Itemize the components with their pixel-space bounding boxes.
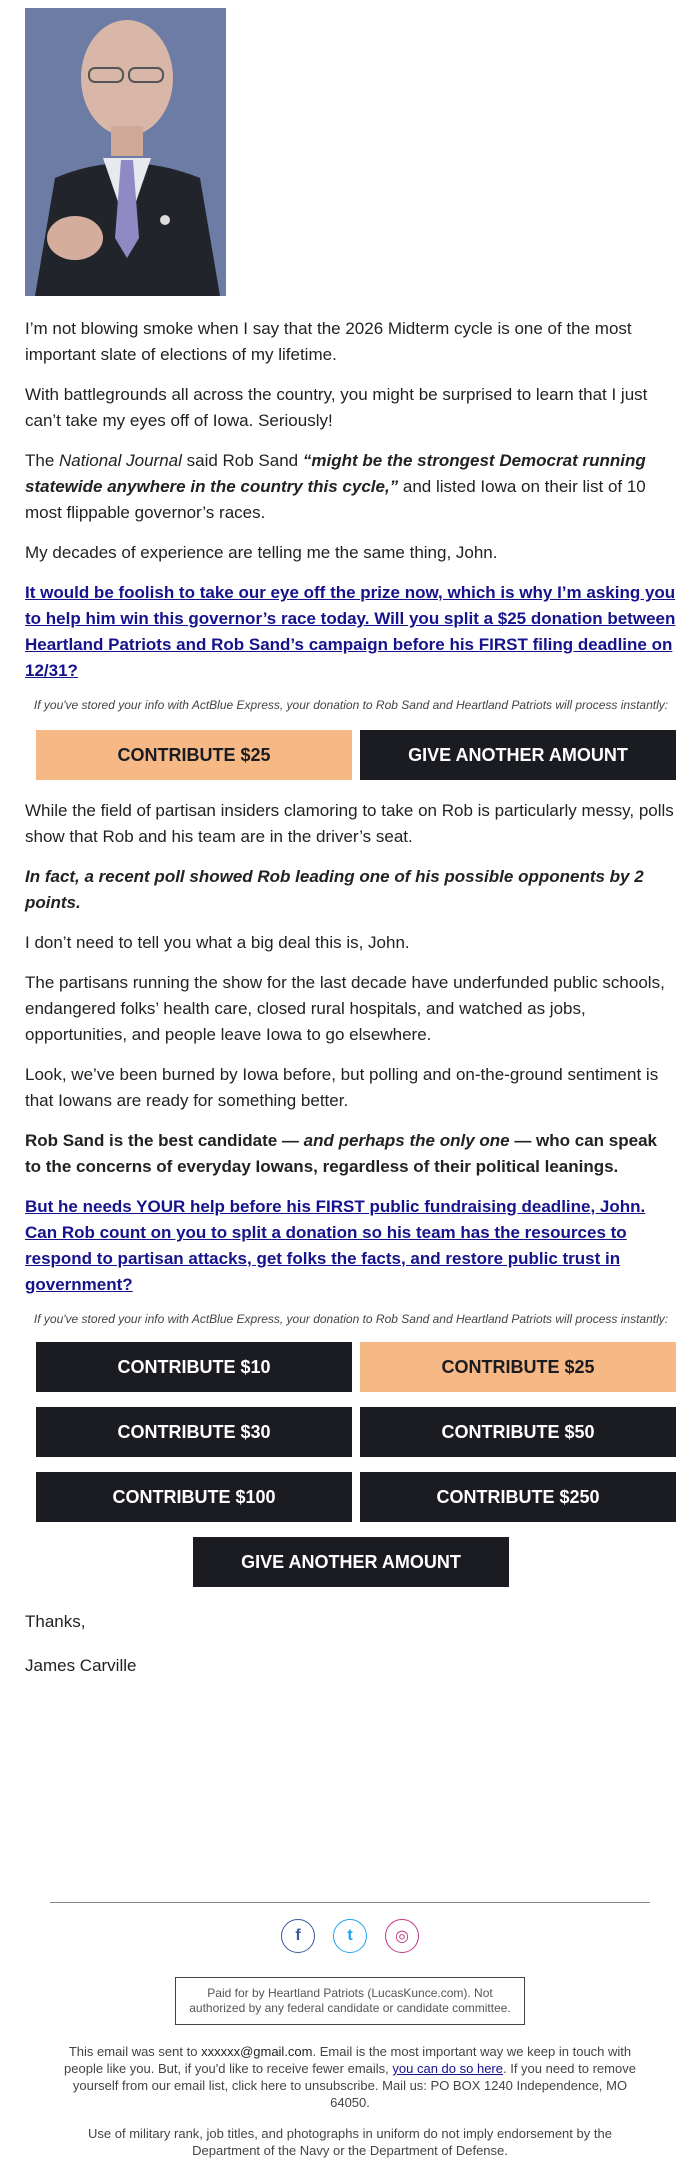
contribute-250-button[interactable]: CONTRIBUTE $250	[360, 1472, 676, 1522]
paragraph-4: My decades of experience are telling me the same thing, John.	[25, 543, 498, 562]
social-icons	[0, 1919, 700, 1953]
paragraph-8: The partisans running the show for the last decade have underfunded public schools, endangered folks’ health care, closed rural hospitals, and watched as jobs, opportunities, and people leave Iowa to go elsewhere.	[25, 973, 665, 1044]
p10-b: and perhaps the only one	[303, 1131, 510, 1150]
button-row-3	[36, 1407, 676, 1457]
paid-for-disclaimer: Paid for by Heartland Patriots (LucasKunce.com). Not authorized by any federal candidate or candidate committee.	[175, 1977, 525, 2025]
actblue-note-2: If you've stored your info with ActBlue Express, your donation to Rob Sand and Heartland Patriots will process instantly:	[33, 1312, 669, 1326]
contribute-30-button[interactable]: CONTRIBUTE $30	[36, 1407, 352, 1457]
give-another-amount-button[interactable]: GIVE ANOTHER AMOUNT	[360, 730, 676, 780]
twitter-icon[interactable]: t	[333, 1919, 367, 1953]
contribute-25-button[interactable]: CONTRIBUTE $25	[36, 730, 352, 780]
button-row-5	[25, 1537, 677, 1587]
contribute-100-button[interactable]: CONTRIBUTE $100	[36, 1472, 352, 1522]
p3-mid: said Rob Sand	[181, 451, 303, 470]
paragraph-6: In fact, a recent poll showed Rob leading one of his possible opponents by 2 points.	[25, 867, 644, 912]
button-row-2	[36, 1342, 676, 1392]
recipient-email: xxxxxx@gmail.com	[201, 2044, 313, 2059]
sender-photo	[25, 8, 226, 296]
p3-pre: The	[25, 451, 60, 470]
p3-journal: National Journal	[59, 451, 182, 470]
paragraph-9: Look, we’ve been burned by Iowa before, but polling and on-the-ground sentiment is that Iowans are ready for something better.	[25, 1065, 659, 1110]
contribute-10-button[interactable]: CONTRIBUTE $10	[36, 1342, 352, 1392]
paragraph-1: I’m not blowing smoke when I say that the 2026 Midterm cycle is one of the most important slate of elections of my lifetime.	[25, 319, 632, 364]
portrait-illustration	[25, 8, 226, 296]
instagram-icon[interactable]: ◎	[385, 1919, 419, 1953]
button-row-1	[36, 730, 676, 780]
give-another-amount-button-2[interactable]: GIVE ANOTHER AMOUNT	[193, 1537, 509, 1587]
signature: James Carville	[25, 1656, 137, 1675]
paragraph-10	[25, 1128, 677, 1180]
paragraph-7: I don’t need to tell you what a big deal this is, John.	[25, 933, 410, 952]
thanks: Thanks,	[25, 1612, 86, 1631]
sent-post: . If you need to remove yourself from our email list, click here to unsubscribe. Mail us: PO BOX 1240 Independence, MO 64050.	[72, 2061, 636, 2110]
actblue-note-1: If you've stored your info with ActBlue Express, your donation to Rob Sand and Heartland Patriots will process instantly:	[33, 698, 669, 712]
button-row-4	[36, 1472, 676, 1522]
p3-post: and listed Iowa on their list of 10 most flippable governor’s races.	[25, 477, 646, 522]
footer	[0, 1902, 700, 2159]
donate-link-2[interactable]: But he needs YOUR help before his FIRST public fundraising deadline, John. Can Rob count on you to split a donation so his team has the resources to respond to partisan attacks, get folks the facts, and restore public trust in government?	[25, 1197, 646, 1294]
p3-quote: “might be the strongest Democrat running statewide anywhere in the country this cycle,”	[25, 451, 646, 496]
email-body	[25, 8, 677, 1679]
paragraph-5: While the field of partisan insiders clamoring to take on Rob is particularly messy, polls show that Rob and his team are in the driver’s seat.	[25, 801, 674, 846]
contribute-25-button-2[interactable]: CONTRIBUTE $25	[360, 1342, 676, 1392]
paragraph-2: With battlegrounds all across the country, you might be surprised to learn that I just can’t take my eyes off of Iowa. Seriously!	[25, 385, 648, 430]
donate-link-1[interactable]: It would be foolish to take our eye off the prize now, which is why I’m asking you to help him win this governor’s race today. Will you split a $25 donation between Heartland Patriots and Rob Sand’s campaign before his FIRST filing deadline on 12/31?	[25, 583, 676, 680]
facebook-icon[interactable]: f	[281, 1919, 315, 1953]
sent-pre: This email was sent to	[68, 2044, 202, 2059]
sent-mid: . Email is the most important way we keep in touch with people like you. But, if you'd like to receive fewer emails,	[64, 2044, 632, 2076]
footer-divider	[50, 1902, 650, 1903]
contribute-50-button[interactable]: CONTRIBUTE $50	[360, 1407, 676, 1457]
fewer-emails-link[interactable]: you can do so here	[392, 2061, 503, 2076]
p10-a: Rob Sand is the best candidate —	[25, 1131, 304, 1150]
p10-c: — who can speak to the concerns of everyday Iowans, regardless of their political leanings.	[25, 1131, 657, 1176]
paragraph-3	[25, 448, 677, 526]
footer-sent-text	[55, 2043, 645, 2111]
military-disclaimer: Use of military rank, job titles, and photographs in uniform do not imply endorsement by the Department of the Navy or the Department of Defense.	[88, 2126, 612, 2158]
